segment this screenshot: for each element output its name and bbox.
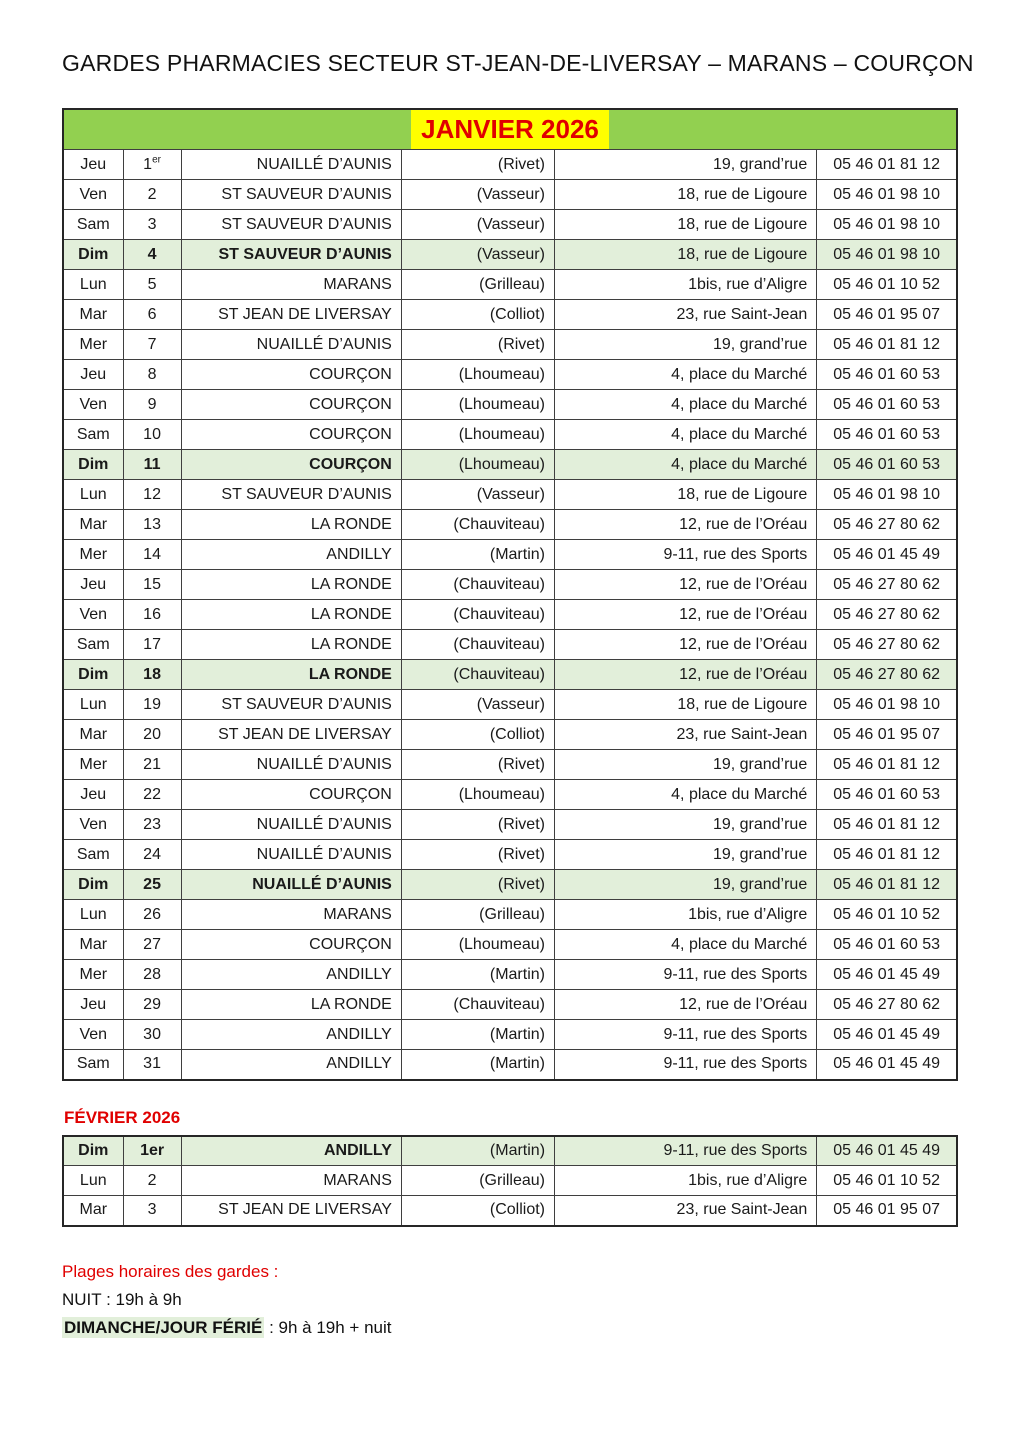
pharmacy-cell: MARANS xyxy=(181,270,401,300)
pharmacist-cell: (Lhoumeau) xyxy=(401,420,554,450)
phone-cell: 05 46 01 45 49 xyxy=(817,540,957,570)
schedule-row xyxy=(63,540,957,570)
schedule-row xyxy=(63,1166,957,1196)
pharmacist-cell: (Vasseur) xyxy=(401,690,554,720)
day-cell: Mer xyxy=(63,960,123,990)
phone-cell: 05 46 01 60 53 xyxy=(817,420,957,450)
schedule-row xyxy=(63,960,957,990)
pharmacy-cell: NUAILLÉ D’AUNIS xyxy=(181,870,401,900)
pharmacy-cell: NUAILLÉ D’AUNIS xyxy=(181,750,401,780)
date-cell: 2 xyxy=(123,180,181,210)
pharmacist-cell: (Vasseur) xyxy=(401,180,554,210)
address-cell: 12, rue de l’Oréau xyxy=(554,660,816,690)
phone-cell: 05 46 01 98 10 xyxy=(817,210,957,240)
schedule-row xyxy=(63,720,957,750)
address-cell: 9-11, rue des Sports xyxy=(554,1050,816,1080)
schedule-row xyxy=(63,510,957,540)
address-cell: 1bis, rue d’Aligre xyxy=(554,900,816,930)
day-cell: Mar xyxy=(63,510,123,540)
schedule-row xyxy=(63,660,957,690)
schedule-row xyxy=(63,330,957,360)
schedule-row xyxy=(63,840,957,870)
date-cell: 4 xyxy=(123,240,181,270)
phone-cell: 05 46 01 98 10 xyxy=(817,690,957,720)
day-cell: Lun xyxy=(63,480,123,510)
pharmacy-cell: ANDILLY xyxy=(181,1136,401,1166)
day-cell: Sam xyxy=(63,630,123,660)
sunday-hours-line xyxy=(62,1314,958,1342)
month-banner xyxy=(63,109,957,150)
phone-cell: 05 46 01 60 53 xyxy=(817,450,957,480)
pharmacist-cell: (Rivet) xyxy=(401,840,554,870)
pharmacy-cell: LA RONDE xyxy=(181,660,401,690)
address-cell: 19, grand’rue xyxy=(554,150,816,180)
date-cell: 25 xyxy=(123,870,181,900)
day-cell: Ven xyxy=(63,390,123,420)
day-cell: Mar xyxy=(63,720,123,750)
day-cell: Dim xyxy=(63,660,123,690)
day-cell: Ven xyxy=(63,600,123,630)
pharmacy-cell: ST JEAN DE LIVERSAY xyxy=(181,720,401,750)
pharmacy-cell: ANDILLY xyxy=(181,540,401,570)
address-cell: 9-11, rue des Sports xyxy=(554,960,816,990)
pharmacist-cell: (Chauviteau) xyxy=(401,600,554,630)
february-section-label: FÉVRIER 2026 xyxy=(64,1107,181,1127)
pharmacy-cell: LA RONDE xyxy=(181,990,401,1020)
date-cell: 29 xyxy=(123,990,181,1020)
pharmacist-cell: (Chauviteau) xyxy=(401,990,554,1020)
pharmacy-cell: NUAILLÉ D’AUNIS xyxy=(181,150,401,180)
schedule-row xyxy=(63,630,957,660)
phone-cell: 05 46 01 98 10 xyxy=(817,240,957,270)
duty-hours-note xyxy=(62,1258,958,1342)
address-cell: 19, grand’rue xyxy=(554,330,816,360)
pharmacist-cell: (Rivet) xyxy=(401,810,554,840)
pharmacy-cell: ST SAUVEUR D’AUNIS xyxy=(181,180,401,210)
pharmacist-cell: (Lhoumeau) xyxy=(401,390,554,420)
schedule-row xyxy=(63,450,957,480)
phone-cell: 05 46 01 60 53 xyxy=(817,930,957,960)
hours-title: Plages horaires des gardes : xyxy=(62,1261,279,1281)
schedule-row xyxy=(63,810,957,840)
pharmacy-cell: ANDILLY xyxy=(181,1020,401,1050)
day-cell: Ven xyxy=(63,180,123,210)
day-cell: Lun xyxy=(63,270,123,300)
date-cell: 27 xyxy=(123,930,181,960)
pharmacist-cell: (Vasseur) xyxy=(401,210,554,240)
phone-cell: 05 46 01 45 49 xyxy=(817,1050,957,1080)
date-cell: 20 xyxy=(123,720,181,750)
schedule-row xyxy=(63,420,957,450)
january-schedule-table xyxy=(62,108,958,1081)
address-cell: 18, rue de Ligoure xyxy=(554,690,816,720)
address-cell: 12, rue de l’Oréau xyxy=(554,510,816,540)
address-cell: 19, grand’rue xyxy=(554,750,816,780)
address-cell: 4, place du Marché xyxy=(554,450,816,480)
pharmacy-cell: NUAILLÉ D’AUNIS xyxy=(181,810,401,840)
pharmacy-cell: ST SAUVEUR D’AUNIS xyxy=(181,480,401,510)
pharmacy-cell: MARANS xyxy=(181,1166,401,1196)
phone-cell: 05 46 01 81 12 xyxy=(817,870,957,900)
schedule-row xyxy=(63,300,957,330)
day-cell: Jeu xyxy=(63,150,123,180)
february-schedule-table xyxy=(62,1135,958,1227)
phone-cell: 05 46 01 95 07 xyxy=(817,720,957,750)
pharmacy-cell: LA RONDE xyxy=(181,510,401,540)
address-cell: 4, place du Marché xyxy=(554,780,816,810)
phone-cell: 05 46 01 81 12 xyxy=(817,330,957,360)
schedule-row xyxy=(63,990,957,1020)
sunday-holiday-label: DIMANCHE/JOUR FÉRIÉ xyxy=(64,1317,263,1337)
pharmacist-cell: (Lhoumeau) xyxy=(401,780,554,810)
day-cell: Lun xyxy=(63,690,123,720)
page-title: GARDES PHARMACIES SECTEUR ST-JEAN-DE-LIVERSAY – MARANS – COURÇON xyxy=(62,50,974,76)
address-cell: 12, rue de l’Oréau xyxy=(554,570,816,600)
date-cell: 28 xyxy=(123,960,181,990)
address-cell: 19, grand’rue xyxy=(554,870,816,900)
pharmacy-cell: LA RONDE xyxy=(181,570,401,600)
date-cell: 22 xyxy=(123,780,181,810)
pharmacist-cell: (Martin) xyxy=(401,1050,554,1080)
date-cell: 26 xyxy=(123,900,181,930)
address-cell: 4, place du Marché xyxy=(554,420,816,450)
date-cell: 17 xyxy=(123,630,181,660)
date-cell: 31 xyxy=(123,1050,181,1080)
phone-cell: 05 46 01 95 07 xyxy=(817,1196,957,1226)
date-cell: 8 xyxy=(123,360,181,390)
phone-cell: 05 46 01 45 49 xyxy=(817,960,957,990)
phone-cell: 05 46 01 10 52 xyxy=(817,270,957,300)
address-cell: 18, rue de Ligoure xyxy=(554,180,816,210)
schedule-row xyxy=(63,870,957,900)
schedule-row xyxy=(63,1136,957,1166)
month-title: JANVIER 2026 xyxy=(411,110,609,149)
address-cell: 18, rue de Ligoure xyxy=(554,240,816,270)
day-cell: Jeu xyxy=(63,570,123,600)
pharmacist-cell: (Chauviteau) xyxy=(401,630,554,660)
pharmacy-cell: COURÇON xyxy=(181,390,401,420)
pharmacist-cell: (Vasseur) xyxy=(401,240,554,270)
phone-cell: 05 46 01 81 12 xyxy=(817,810,957,840)
address-cell: 19, grand’rue xyxy=(554,810,816,840)
address-cell: 9-11, rue des Sports xyxy=(554,540,816,570)
date-cell: 1er xyxy=(123,150,181,180)
day-cell: Mer xyxy=(63,330,123,360)
pharmacist-cell: (Martin) xyxy=(401,1020,554,1050)
date-cell: 30 xyxy=(123,1020,181,1050)
schedule-row xyxy=(63,1196,957,1226)
day-cell: Sam xyxy=(63,1050,123,1080)
phone-cell: 05 46 01 60 53 xyxy=(817,390,957,420)
day-cell: Mar xyxy=(63,930,123,960)
pharmacy-cell: LA RONDE xyxy=(181,630,401,660)
date-cell: 12 xyxy=(123,480,181,510)
date-cell: 2 xyxy=(123,1166,181,1196)
date-cell: 10 xyxy=(123,420,181,450)
address-cell: 12, rue de l’Oréau xyxy=(554,630,816,660)
pharmacy-cell: ST SAUVEUR D’AUNIS xyxy=(181,240,401,270)
date-cell: 6 xyxy=(123,300,181,330)
pharmacy-cell: NUAILLÉ D’AUNIS xyxy=(181,840,401,870)
day-cell: Dim xyxy=(63,1136,123,1166)
pharmacy-cell: ST SAUVEUR D’AUNIS xyxy=(181,690,401,720)
phone-cell: 05 46 01 10 52 xyxy=(817,900,957,930)
day-cell: Mar xyxy=(63,1196,123,1226)
day-cell: Lun xyxy=(63,900,123,930)
pharmacy-cell: ST JEAN DE LIVERSAY xyxy=(181,1196,401,1226)
phone-cell: 05 46 01 45 49 xyxy=(817,1020,957,1050)
schedule-row xyxy=(63,900,957,930)
address-cell: 23, rue Saint-Jean xyxy=(554,720,816,750)
day-cell: Ven xyxy=(63,1020,123,1050)
phone-cell: 05 46 27 80 62 xyxy=(817,600,957,630)
date-cell: 19 xyxy=(123,690,181,720)
day-cell: Dim xyxy=(63,240,123,270)
address-cell: 12, rue de l’Oréau xyxy=(554,600,816,630)
schedule-row xyxy=(63,600,957,630)
schedule-row xyxy=(63,270,957,300)
phone-cell: 05 46 01 98 10 xyxy=(817,180,957,210)
pharmacy-cell: ST JEAN DE LIVERSAY xyxy=(181,300,401,330)
address-cell: 4, place du Marché xyxy=(554,360,816,390)
address-cell: 18, rue de Ligoure xyxy=(554,210,816,240)
pharmacy-cell: MARANS xyxy=(181,900,401,930)
phone-cell: 05 46 27 80 62 xyxy=(817,630,957,660)
pharmacist-cell: (Martin) xyxy=(401,960,554,990)
schedule-row xyxy=(63,360,957,390)
phone-cell: 05 46 01 95 07 xyxy=(817,300,957,330)
address-cell: 1bis, rue d’Aligre xyxy=(554,270,816,300)
address-cell: 23, rue Saint-Jean xyxy=(555,1196,817,1226)
schedule-row xyxy=(63,210,957,240)
address-cell: 4, place du Marché xyxy=(554,930,816,960)
pharmacist-cell: (Grilleau) xyxy=(401,1166,554,1196)
address-cell: 9-11, rue des Sports xyxy=(554,1020,816,1050)
phone-cell: 05 46 27 80 62 xyxy=(817,990,957,1020)
day-cell: Dim xyxy=(63,870,123,900)
day-cell: Sam xyxy=(63,840,123,870)
schedule-row xyxy=(63,150,957,180)
date-cell: 14 xyxy=(123,540,181,570)
phone-cell: 05 46 01 45 49 xyxy=(817,1136,957,1166)
date-cell: 21 xyxy=(123,750,181,780)
address-cell: 4, place du Marché xyxy=(554,390,816,420)
phone-cell: 05 46 27 80 62 xyxy=(817,510,957,540)
pharmacy-cell: COURÇON xyxy=(181,360,401,390)
pharmacy-cell: LA RONDE xyxy=(181,600,401,630)
date-cell: 23 xyxy=(123,810,181,840)
pharmacy-cell: NUAILLÉ D’AUNIS xyxy=(181,330,401,360)
date-cell: 24 xyxy=(123,840,181,870)
pharmacist-cell: (Colliot) xyxy=(401,300,554,330)
address-cell: 19, grand’rue xyxy=(554,840,816,870)
sunday-hours-text: : 9h à 19h + nuit xyxy=(264,1317,392,1337)
pharmacy-cell: COURÇON xyxy=(181,420,401,450)
pharmacist-cell: (Lhoumeau) xyxy=(401,360,554,390)
date-cell: 13 xyxy=(123,510,181,540)
date-cell: 9 xyxy=(123,390,181,420)
schedule-row xyxy=(63,390,957,420)
date-cell: 15 xyxy=(123,570,181,600)
schedule-row xyxy=(63,570,957,600)
schedule-row xyxy=(63,930,957,960)
phone-cell: 05 46 27 80 62 xyxy=(817,660,957,690)
day-cell: Mer xyxy=(63,540,123,570)
pharmacist-cell: (Colliot) xyxy=(401,1196,554,1226)
schedule-row xyxy=(63,690,957,720)
date-cell: 5 xyxy=(123,270,181,300)
day-cell: Jeu xyxy=(63,990,123,1020)
pharmacist-cell: (Grilleau) xyxy=(401,270,554,300)
month-header-row xyxy=(63,109,957,150)
date-cell: 3 xyxy=(123,210,181,240)
pharmacist-cell: (Martin) xyxy=(401,540,554,570)
phone-cell: 05 46 27 80 62 xyxy=(817,570,957,600)
phone-cell: 05 46 01 81 12 xyxy=(817,150,957,180)
day-cell: Dim xyxy=(63,450,123,480)
pharmacy-cell: COURÇON xyxy=(181,450,401,480)
phone-cell: 05 46 01 81 12 xyxy=(817,840,957,870)
date-cell: 7 xyxy=(123,330,181,360)
pharmacist-cell: (Chauviteau) xyxy=(401,570,554,600)
schedule-row xyxy=(63,480,957,510)
day-cell: Jeu xyxy=(63,360,123,390)
pharmacy-cell: ANDILLY xyxy=(181,960,401,990)
ordinal-suffix: er xyxy=(152,154,161,166)
date-cell: 16 xyxy=(123,600,181,630)
day-cell: Sam xyxy=(63,420,123,450)
date-cell: 3 xyxy=(123,1196,181,1226)
schedule-row xyxy=(63,180,957,210)
pharmacist-cell: (Colliot) xyxy=(401,720,554,750)
pharmacist-cell: (Rivet) xyxy=(401,330,554,360)
date-cell: 18 xyxy=(123,660,181,690)
date-cell: 11 xyxy=(123,450,181,480)
pharmacy-cell: COURÇON xyxy=(181,780,401,810)
schedule-row xyxy=(63,1020,957,1050)
night-hours-line: NUIT : 19h à 9h xyxy=(62,1289,182,1309)
phone-cell: 05 46 01 60 53 xyxy=(817,360,957,390)
day-cell: Jeu xyxy=(63,780,123,810)
phone-cell: 05 46 01 81 12 xyxy=(817,750,957,780)
address-cell: 18, rue de Ligoure xyxy=(554,480,816,510)
pharmacist-cell: (Rivet) xyxy=(401,750,554,780)
pharmacist-cell: (Rivet) xyxy=(401,150,554,180)
day-cell: Lun xyxy=(63,1166,123,1196)
pharmacist-cell: (Lhoumeau) xyxy=(401,450,554,480)
address-cell: 23, rue Saint-Jean xyxy=(554,300,816,330)
phone-cell: 05 46 01 98 10 xyxy=(817,480,957,510)
phone-cell: 05 46 01 60 53 xyxy=(817,780,957,810)
address-cell: 12, rue de l’Oréau xyxy=(554,990,816,1020)
pharmacist-cell: (Chauviteau) xyxy=(401,510,554,540)
pharmacist-cell: (Vasseur) xyxy=(401,480,554,510)
day-cell: Ven xyxy=(63,810,123,840)
pharmacist-cell: (Martin) xyxy=(401,1136,554,1166)
document-page xyxy=(62,0,974,1342)
schedule-row xyxy=(63,1050,957,1080)
pharmacy-cell: COURÇON xyxy=(181,930,401,960)
pharmacist-cell: (Chauviteau) xyxy=(401,660,554,690)
date-cell: 1er xyxy=(123,1136,181,1166)
schedule-row xyxy=(63,780,957,810)
day-cell: Mar xyxy=(63,300,123,330)
address-cell: 1bis, rue d’Aligre xyxy=(555,1166,817,1196)
day-cell: Sam xyxy=(63,210,123,240)
pharmacy-cell: ST SAUVEUR D’AUNIS xyxy=(181,210,401,240)
schedule-row xyxy=(63,750,957,780)
pharmacy-cell: ANDILLY xyxy=(181,1050,401,1080)
schedule-row xyxy=(63,240,957,270)
pharmacist-cell: (Lhoumeau) xyxy=(401,930,554,960)
day-cell: Mer xyxy=(63,750,123,780)
pharmacist-cell: (Rivet) xyxy=(401,870,554,900)
address-cell: 9-11, rue des Sports xyxy=(555,1136,817,1166)
pharmacist-cell: (Grilleau) xyxy=(401,900,554,930)
phone-cell: 05 46 01 10 52 xyxy=(817,1166,957,1196)
